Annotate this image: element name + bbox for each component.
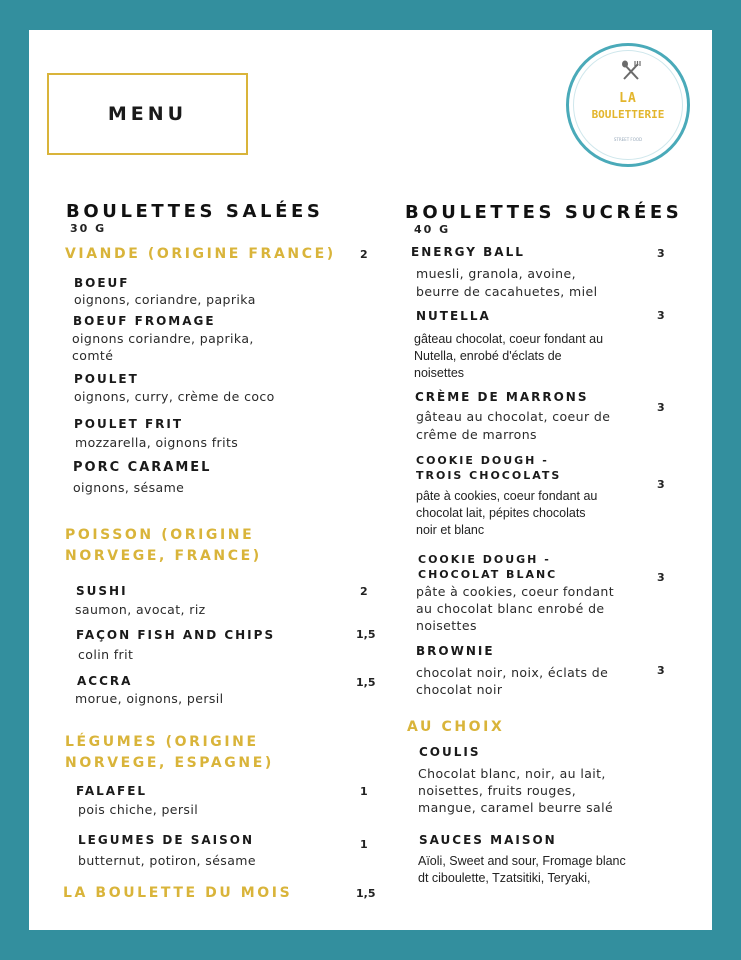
- item-legumes-saison: LEGUMES DE SAISON: [78, 833, 255, 847]
- desc-nutella-2: Nutella, enrobé d'éclats de: [414, 349, 562, 363]
- price-energy-ball: 3: [657, 247, 665, 260]
- item-boeuf-fromage: BOEUF FROMAGE: [73, 314, 216, 328]
- item-brownie: BROWNIE: [416, 644, 495, 658]
- desc-accra: morue, oignons, persil: [75, 691, 224, 706]
- desc-fish-and-chips: colin frit: [78, 647, 134, 662]
- desc-boeuf-fromage-1: oignons coriandre, paprika,: [72, 331, 254, 346]
- desc-nutella-1: gâteau chocolat, coeur fondant au: [414, 332, 604, 346]
- desc-sauces-maison-2: dt ciboulette, Tzatsitiki, Teryaki,: [418, 871, 591, 885]
- category-boulette-du-mois: LA BOULETTE DU MOIS: [63, 885, 293, 901]
- sweet-weight: 40 G: [414, 223, 451, 236]
- desc-boeuf-fromage-2: comté: [72, 348, 114, 363]
- item-cookie-chocolat-blanc-1: COOKIE DOUGH -: [418, 553, 551, 566]
- item-poulet: POULET: [74, 372, 139, 386]
- logo-tagline: STREET FOOD: [613, 137, 643, 142]
- item-sushi: SUSHI: [76, 584, 128, 598]
- price-viande: 2: [360, 248, 368, 261]
- category-viande: VIANDE (ORIGINE FRANCE): [65, 246, 336, 262]
- item-poulet-frit: POULET FRIT: [74, 417, 184, 431]
- desc-cookie-trois-chocolats-2: chocolat lait, pépites chocolats: [416, 506, 586, 520]
- item-accra: ACCRA: [77, 674, 133, 688]
- desc-sushi: saumon, avocat, riz: [75, 602, 206, 617]
- category-legumes-1: LÉGUMES (ORIGINE: [65, 734, 259, 750]
- item-cookie-trois-chocolats-1: COOKIE DOUGH -: [416, 454, 549, 467]
- item-boeuf: BOEUF: [74, 276, 130, 290]
- category-poisson-1: POISSON (ORIGINE: [65, 527, 255, 543]
- desc-legumes-saison: butternut, potiron, sésame: [78, 853, 256, 868]
- price-cookie-trois-chocolats: 3: [657, 478, 665, 491]
- item-coulis: COULIS: [419, 745, 481, 759]
- desc-creme-de-marrons-1: gâteau au chocolat, coeur de: [416, 409, 611, 424]
- desc-nutella-3: noisettes: [414, 366, 465, 380]
- desc-boeuf: oignons, coriandre, paprika: [74, 292, 256, 307]
- desc-cookie-chocolat-blanc-3: noisettes: [416, 618, 477, 633]
- item-energy-ball: ENERGY BALL: [411, 245, 525, 259]
- desc-coulis-1: Chocolat blanc, noir, au lait,: [418, 766, 606, 781]
- item-cookie-trois-chocolats-2: TROIS CHOCOLATS: [416, 469, 562, 482]
- category-legumes-2: NORVEGE, ESPAGNE): [65, 755, 274, 771]
- savory-section-title: BOULETTES SALÉES: [66, 201, 324, 222]
- desc-energy-ball-2: beurre de cacahuetes, miel: [416, 284, 598, 299]
- desc-porc-caramel: oignons, sésame: [73, 480, 185, 495]
- item-porc-caramel: PORC CARAMEL: [73, 460, 212, 475]
- price-nutella: 3: [657, 309, 665, 322]
- logo-text-la: LA: [619, 91, 637, 106]
- desc-creme-de-marrons-2: crême de marrons: [416, 427, 537, 442]
- menu-title: MENU: [107, 103, 188, 125]
- price-fish-and-chips: 1,5: [356, 628, 376, 641]
- item-sauces-maison: SAUCES MAISON: [419, 833, 557, 847]
- sweet-section-title: BOULETTES SUCRÉES: [405, 202, 683, 223]
- desc-cookie-trois-chocolats-3: noir et blanc: [416, 523, 485, 537]
- logo-text-name: BOULETTERIE: [591, 108, 665, 121]
- price-creme-de-marrons: 3: [657, 401, 665, 414]
- desc-cookie-trois-chocolats-1: pâte à cookies, coeur fondant au: [416, 489, 598, 503]
- desc-coulis-3: mangue, caramel beurre salé: [418, 800, 614, 815]
- desc-cookie-chocolat-blanc-1: pâte à cookies, coeur fondant: [416, 584, 615, 599]
- logo: [566, 43, 690, 167]
- price-falafel: 1: [360, 785, 368, 798]
- desc-falafel: pois chiche, persil: [78, 802, 199, 817]
- desc-coulis-2: noisettes, fruits rouges,: [418, 783, 577, 798]
- desc-brownie-2: chocolat noir: [416, 682, 503, 697]
- category-poisson-2: NORVEGE, FRANCE): [65, 548, 262, 564]
- price-legumes-saison: 1: [360, 838, 368, 851]
- category-au-choix: AU CHOIX: [407, 719, 505, 735]
- price-accra: 1,5: [356, 676, 376, 689]
- price-sushi: 2: [360, 585, 368, 598]
- desc-cookie-chocolat-blanc-2: au chocolat blanc enrobé de: [416, 601, 605, 616]
- item-fish-and-chips: FAÇON FISH AND CHIPS: [76, 628, 276, 642]
- desc-sauces-maison-1: Aïoli, Sweet and sour, Fromage blanc: [418, 854, 626, 868]
- savory-weight: 30 G: [70, 222, 107, 235]
- menu-title-box: [47, 73, 248, 155]
- price-brownie: 3: [657, 664, 665, 677]
- desc-poulet: oignons, curry, crème de coco: [74, 389, 275, 404]
- item-falafel: FALAFEL: [76, 784, 148, 798]
- desc-energy-ball-1: muesli, granola, avoine,: [416, 266, 576, 281]
- desc-poulet-frit: mozzarella, oignons frits: [75, 435, 239, 450]
- price-cookie-chocolat-blanc: 3: [657, 571, 665, 584]
- fork-spoon-icon: [620, 60, 642, 82]
- item-nutella: NUTELLA: [416, 309, 491, 323]
- item-cookie-chocolat-blanc-2: CHOCOLAT BLANC: [418, 568, 558, 581]
- desc-brownie-1: chocolat noir, noix, éclats de: [416, 665, 609, 680]
- item-creme-de-marrons: CRÈME DE MARRONS: [415, 390, 589, 404]
- price-boulette-du-mois: 1,5: [356, 887, 376, 900]
